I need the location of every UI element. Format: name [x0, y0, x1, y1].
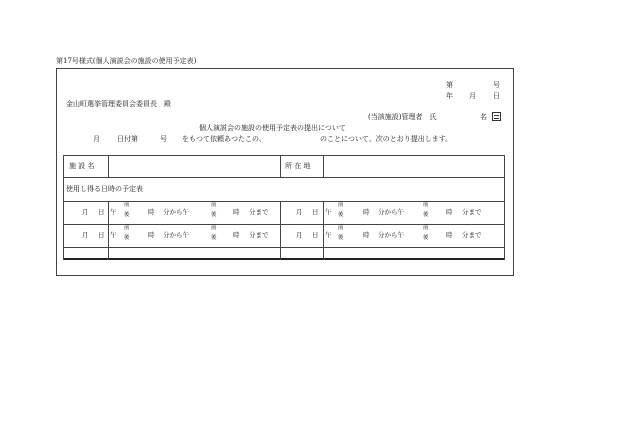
sender-name-label: (当該施設)管理者 氏 [368, 113, 437, 121]
slot-hour: 時 [148, 231, 155, 239]
slot-am: 前 [124, 225, 130, 231]
slot-minute-until: 分まで [249, 208, 269, 216]
slot-minute-from: 分から午 [378, 208, 404, 216]
column-divider [323, 201, 324, 259]
slot-hour: 時 [446, 208, 453, 216]
slot-pm: 後 [124, 212, 130, 218]
slot-start-meridiem: 午 [325, 231, 332, 239]
slot-pm: 後 [211, 212, 217, 218]
slot-minute-until: 分まで [249, 231, 269, 239]
slot-pm: 後 [423, 212, 429, 218]
slot-minute-from: 分から午 [163, 231, 189, 239]
date-year: 年 [446, 92, 453, 100]
location-label: 所 在 地 [285, 162, 311, 170]
slot-month: 月 [296, 231, 303, 239]
body-date-label: 日付第 [117, 135, 138, 143]
slot-month: 月 [82, 231, 89, 239]
date-month: 月 [469, 92, 476, 100]
column-divider [280, 201, 281, 259]
slot-am: 前 [423, 225, 429, 231]
date-day: 日 [493, 92, 500, 100]
slot-hour: 時 [363, 208, 370, 216]
slot-hour: 時 [148, 208, 155, 216]
slot-month: 月 [82, 208, 89, 216]
table-rule [63, 247, 505, 248]
column-divider [280, 155, 281, 177]
column-divider [323, 155, 324, 177]
slot-hour: 時 [446, 231, 453, 239]
doc-number-prefix: 第 [446, 81, 453, 89]
body-request-text: をもつて依頼あつたこの、 [182, 135, 266, 143]
doc-number-suffix: 号 [493, 81, 500, 89]
facility-name-label: 施 設 名 [69, 162, 95, 170]
slot-am: 前 [124, 202, 130, 208]
slot-am: 前 [423, 202, 429, 208]
slot-am: 前 [338, 202, 344, 208]
slot-day: 日 [312, 231, 319, 239]
slot-start-meridiem: 午 [110, 208, 117, 216]
slot-pm: 後 [124, 235, 130, 241]
table-bottom-border [63, 258, 505, 260]
table-top-border [63, 155, 505, 156]
slot-pm: 後 [338, 212, 344, 218]
slot-minute-until: 分まで [462, 208, 482, 216]
addressee: 金山町選挙管理委員会委員長 殿 [66, 100, 171, 108]
slot-day: 日 [98, 208, 105, 216]
slot-am: 前 [338, 225, 344, 231]
sender-name-suffix: 名 [480, 113, 487, 121]
table-right-border [504, 155, 505, 260]
column-divider [108, 201, 109, 259]
slot-minute-from: 分から午 [163, 208, 189, 216]
slot-pm: 後 [338, 235, 344, 241]
body-submit-text: のことについて、次のとおり提出します。 [320, 135, 453, 143]
schedule-label: 使用し得る日時の予定表 [66, 185, 143, 193]
slot-day: 日 [312, 208, 319, 216]
slot-pm: 後 [211, 235, 217, 241]
slot-am: 前 [211, 202, 217, 208]
slot-hour: 時 [363, 231, 370, 239]
document-title: 個人演説会の施設の使用予定表の提出について [199, 124, 346, 132]
body-month: 月 [93, 135, 100, 143]
slot-minute-from: 分から午 [378, 231, 404, 239]
body-number-suffix: 号 [160, 135, 167, 143]
slot-pm: 後 [423, 235, 429, 241]
seal-icon [492, 112, 501, 121]
slot-start-meridiem: 午 [325, 208, 332, 216]
slot-month: 月 [296, 208, 303, 216]
slot-minute-until: 分まで [462, 231, 482, 239]
slot-am: 前 [211, 225, 217, 231]
slot-start-meridiem: 午 [110, 231, 117, 239]
column-divider [108, 155, 109, 177]
table-rule [63, 177, 505, 178]
slot-day: 日 [98, 231, 105, 239]
slot-hour: 時 [233, 208, 240, 216]
table-left-border [63, 155, 64, 260]
form-number: 第17号様式(個人演説会の施設の使用予定表) [56, 57, 197, 65]
slot-hour: 時 [233, 231, 240, 239]
